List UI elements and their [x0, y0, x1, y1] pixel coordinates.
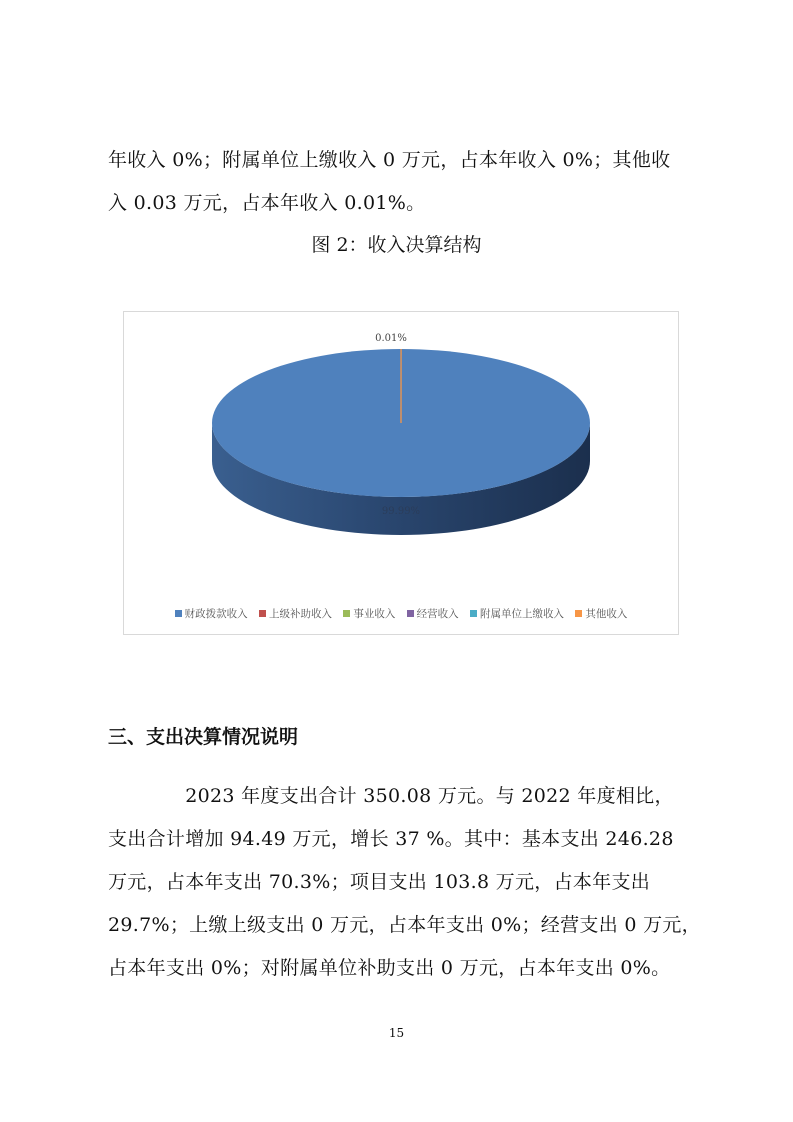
intro-paragraph	[108, 139, 698, 225]
expenditure-line-4: 29.7%；上缴上级支出 0 万元，占本年支出 0%；经营支出 0 万元，	[108, 914, 701, 936]
legend-item-qita	[575, 606, 627, 621]
intro-line-2: 入 0.03 万元，占本年收入 0.01%。	[108, 192, 426, 214]
section-heading: 三、支出决算情况说明	[108, 726, 299, 748]
legend-label: 其他收入	[585, 608, 628, 620]
data-label-caizheng: 99.99%	[381, 506, 421, 517]
intro-line-1: 年收入 0%；附属单位上缴收入 0 万元，占本年收入 0%；其他收	[108, 149, 671, 171]
expenditure-line-5: 占本年支出 0%；对附属单位补助支出 0 万元，占本年支出 0%。	[108, 957, 671, 979]
expenditure-line-3: 万元，占本年支出 70.3%；项目支出 103.8 万元，占本年支出	[108, 871, 651, 893]
legend-label: 财政拨款收入	[184, 608, 248, 620]
expenditure-paragraph	[108, 775, 701, 990]
data-label-qita: 0.01%	[375, 333, 407, 344]
expenditure-line-2: 支出合计增加 94.49 万元，增长 37 %。其中：基本支出 246.28	[108, 828, 674, 850]
legend-swatch-icon	[470, 610, 477, 617]
page-number: 15	[388, 1026, 405, 1040]
legend-item-fushu	[470, 606, 564, 621]
income-structure-chart	[123, 311, 679, 635]
pie-chart-svg	[124, 312, 678, 634]
legend-label: 事业收入	[353, 608, 396, 620]
chart-legend	[124, 606, 678, 621]
legend-swatch-icon	[407, 610, 414, 617]
legend-label: 经营收入	[416, 608, 459, 620]
legend-item-jingying	[407, 606, 459, 621]
legend-swatch-icon	[575, 610, 582, 617]
legend-swatch-icon	[259, 610, 266, 617]
expenditure-line-1: 2023 年度支出合计 350.08 万元。与 2022 年度相比，	[108, 785, 674, 807]
legend-swatch-icon	[343, 610, 350, 617]
legend-label: 上级补助收入	[268, 608, 332, 620]
figure-title: 图 2：收入决算结构	[311, 234, 482, 256]
legend-label: 附属单位上缴收入	[480, 608, 565, 620]
legend-item-shangji	[259, 606, 332, 621]
legend-item-shiye	[343, 606, 395, 621]
legend-item-caizheng	[175, 606, 248, 621]
legend-swatch-icon	[175, 610, 182, 617]
